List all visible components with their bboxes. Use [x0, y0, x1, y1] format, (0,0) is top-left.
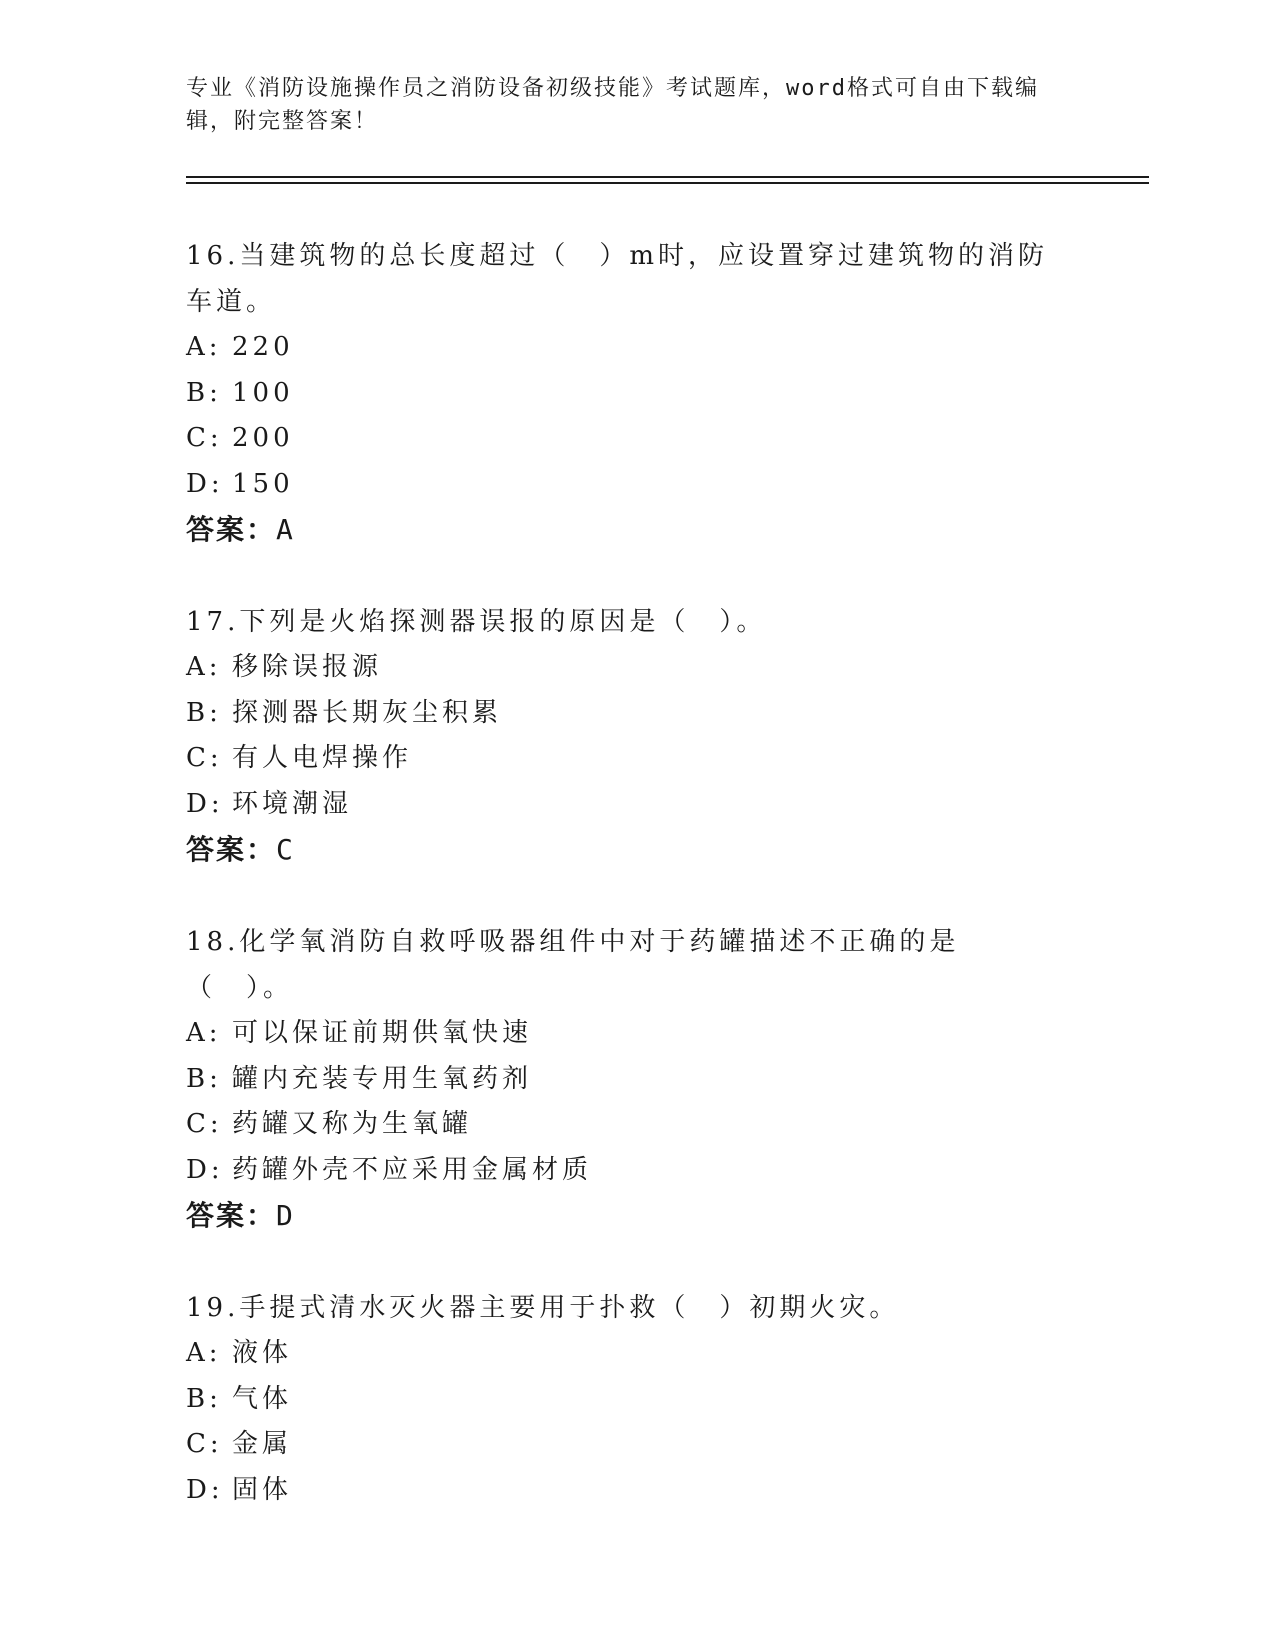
option-key: C: — [186, 1109, 223, 1139]
option-text: 220 — [232, 332, 294, 362]
option-b — [186, 371, 1066, 417]
option-key: B: — [186, 1063, 222, 1094]
header-divider-top — [186, 176, 1149, 178]
option-a — [186, 1331, 1066, 1377]
document-header: 专业《消防设施操作员之消防设备初级技能》考试题库，word格式可自由下载编辑，附完整答案！ — [186, 76, 1039, 134]
question-stem: 17.下列是火焰探测器误报的原因是（ ）。 — [186, 607, 767, 637]
option-b — [186, 1377, 1066, 1423]
option-key: C: — [186, 1429, 223, 1459]
option-key: D: — [186, 1154, 224, 1185]
option-a — [186, 645, 1066, 691]
option-c — [186, 736, 1066, 782]
option-text: 有人电焊操作 — [232, 743, 413, 773]
option-key: B: — [186, 377, 222, 408]
option-text: 100 — [232, 377, 294, 408]
answer-line — [186, 1193, 1066, 1239]
answer-value: D — [276, 1199, 295, 1232]
answer-line — [186, 507, 1066, 553]
option-d — [186, 1148, 1066, 1194]
option-text: 200 — [232, 423, 294, 453]
option-text: 环境潮湿 — [232, 788, 353, 819]
option-text: 药罐外壳不应采用金属材质 — [232, 1154, 593, 1185]
option-c — [186, 1422, 1066, 1468]
answer-label: 答案： — [186, 513, 277, 546]
option-a — [186, 325, 1066, 371]
option-b — [186, 691, 1066, 737]
question-stem: 16.当建筑物的总长度超过（ ）m时，应设置穿过建筑物的消防车道。 — [186, 241, 1049, 317]
question-stem: 19.手提式清水灭火器主要用于扑救（ ）初期火灾。 — [186, 1293, 900, 1323]
option-text: 罐内充装专用生氧药剂 — [232, 1063, 533, 1094]
option-d — [186, 1468, 1066, 1514]
answer-label: 答案： — [186, 1199, 277, 1232]
option-text: 探测器长期灰尘积累 — [232, 697, 503, 728]
option-b — [186, 1057, 1066, 1103]
answer-value: A — [276, 513, 295, 546]
option-key: D: — [186, 788, 224, 819]
answer-label: 答案： — [186, 833, 277, 866]
option-text: 液体 — [232, 1338, 293, 1368]
option-key: A: — [186, 332, 222, 362]
header-divider-bottom — [186, 182, 1149, 184]
option-key: D: — [186, 1474, 224, 1505]
option-c — [186, 1102, 1066, 1148]
option-text: 150 — [232, 468, 294, 499]
option-text: 气体 — [232, 1383, 293, 1414]
answer-value: C — [276, 833, 295, 866]
option-key: C: — [186, 423, 223, 453]
answer-line — [186, 827, 1066, 873]
option-key: A: — [186, 652, 222, 682]
option-text: 移除误报源 — [232, 652, 383, 682]
option-key: A: — [186, 1338, 222, 1368]
question-list — [186, 233, 1066, 1559]
question-19 — [186, 1285, 1066, 1513]
option-key: B: — [186, 1383, 222, 1414]
option-key: B: — [186, 697, 222, 728]
option-text: 药罐又称为生氧罐 — [232, 1109, 473, 1139]
option-d — [186, 782, 1066, 828]
option-d — [186, 462, 1066, 508]
question-stem: 18.化学氧消防自救呼吸器组件中对于药罐描述不正确的是（ ）。 — [186, 927, 960, 1003]
option-key: D: — [186, 468, 224, 499]
option-text: 可以保证前期供氧快速 — [232, 1018, 533, 1048]
question-16 — [186, 233, 1066, 553]
question-18 — [186, 919, 1066, 1239]
option-text: 金属 — [232, 1429, 293, 1459]
option-a — [186, 1011, 1066, 1057]
option-key: A: — [186, 1018, 222, 1048]
option-text: 固体 — [232, 1474, 293, 1505]
option-key: C: — [186, 743, 223, 773]
question-17 — [186, 599, 1066, 873]
option-c — [186, 416, 1066, 462]
